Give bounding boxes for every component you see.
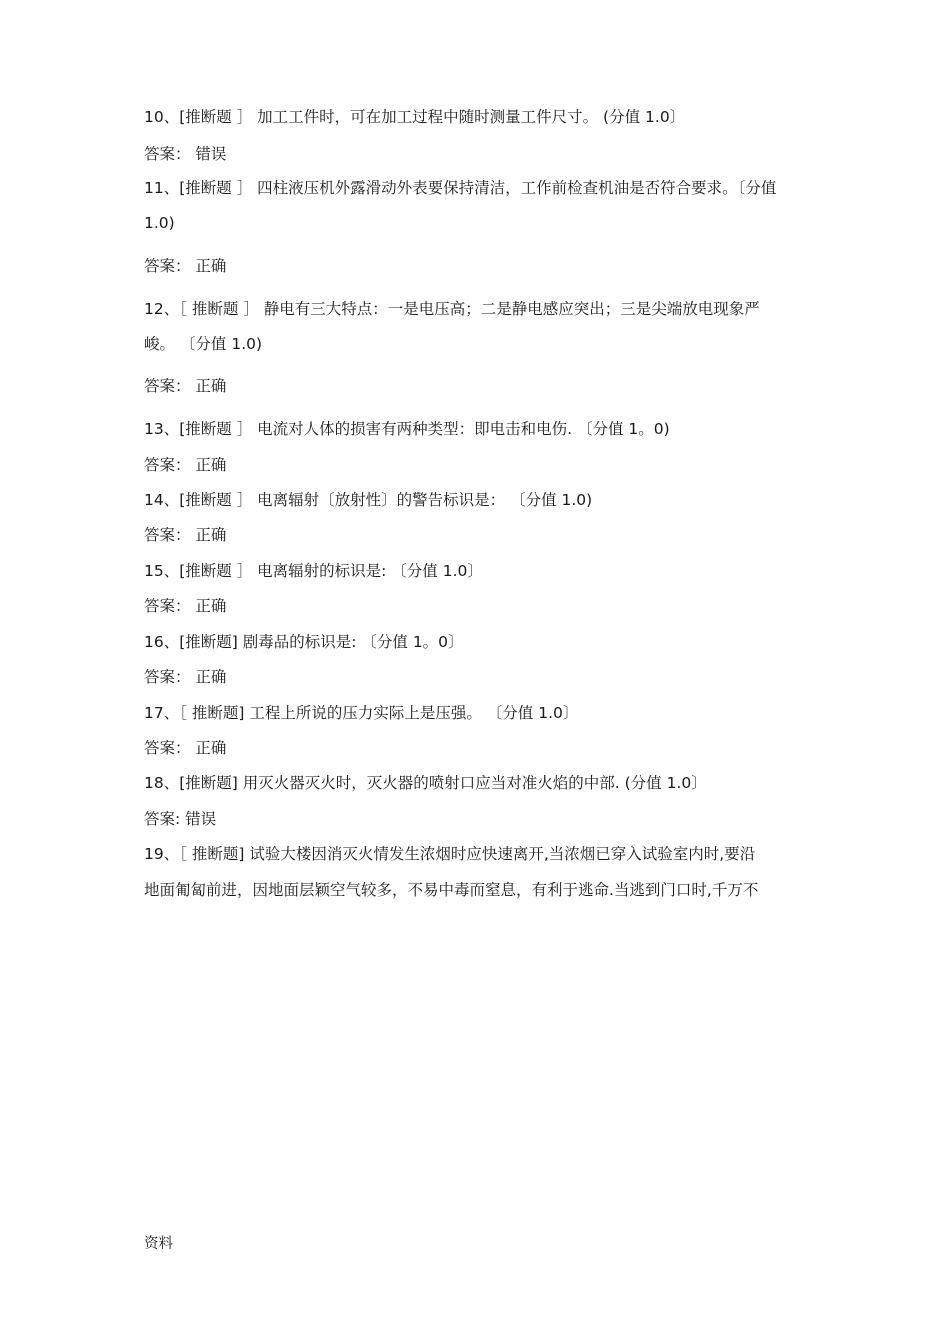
answer-10: 答案： 错误 [144,145,227,163]
question-12: 12、［ 推断题 ］ 静电有三大特点：一是电压高；二是静电感应突出；三是尖端放电现象严 [144,300,760,318]
question-13: 13、[推断题 ］ 电流对人体的损害有两种类型：即电击和电伤. 〔分值 1。0) [144,420,670,438]
question-15: 15、[推断题 ］ 电离辐射的标识是: 〔分值 1.0〕 [144,562,483,580]
page-footer: 资料 [144,1236,173,1252]
question-11: 11、[推断题 ］ 四柱液压机外露滑动外表要保持清洁，工作前检查机油是否符合要求。〔分值 [144,179,777,197]
question-18: 18、[推断题] 用灭火器灭火时，灭火器的喷射口应当对准火焰的中部. (分值 1.0〕 [144,774,707,792]
answer-12: 答案： 正确 [144,377,227,395]
question-19: 19、［ 推断题] 试验大楼因消灭火情发生浓烟时应快速离开,当浓烟已穿入试验室内时,要沿 [144,845,756,863]
question-19-cont: 地面匍匐前进，因地面层颖空气较多，不易中毒而窒息，有利于逃命.当逃到门口时,千万不 [144,881,759,899]
question-12-cont: 峻。 〔分值 1.0) [144,335,263,353]
answer-17: 答案： 正确 [144,739,227,757]
answer-13: 答案： 正确 [144,456,227,474]
answer-16: 答案： 正确 [144,668,227,686]
question-14: 14、[推断题 ］ 电离辐射〔放射性〕的警告标识是： 〔分值 1.0) [144,491,593,509]
question-11-cont: 1.0) [144,214,175,232]
answer-15: 答案： 正确 [144,597,227,615]
question-10: 10、[推断题 ］ 加工工件时，可在加工过程中随时测量工件尺寸。 (分值 1.0〕 [144,108,686,126]
answer-14: 答案： 正确 [144,526,227,544]
answer-11: 答案： 正确 [144,257,227,275]
answer-18: 答案: 错误 [144,810,217,828]
question-16: 16、[推断题] 剧毒品的标识是: 〔分值 1。0〕 [144,633,464,651]
question-17: 17、［ 推断题] 工程上所说的压力实际上是压强。 〔分值 1.0〕 [144,704,579,722]
